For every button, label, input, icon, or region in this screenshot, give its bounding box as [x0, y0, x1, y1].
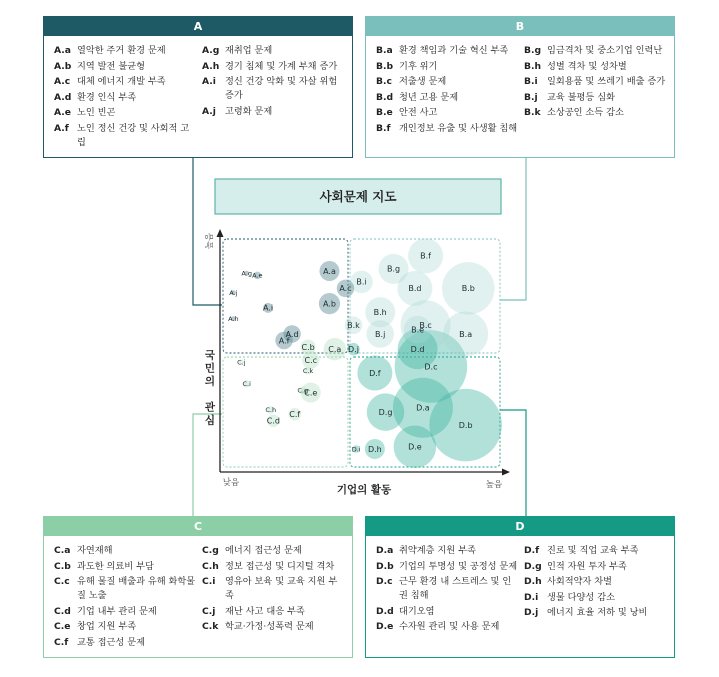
legend-item-text: 자연재해	[77, 545, 113, 556]
legend-item-text: 노인 정신 건강 및 사회적 고립	[77, 122, 190, 148]
bubble-label-c-d: C.d	[266, 416, 280, 426]
bubble-label-a-b: A.b	[322, 299, 336, 309]
x-axis-title: 기업의 활동	[336, 484, 392, 496]
legend-item-text: 기업의 투명성 및 공정성 문제	[399, 560, 518, 572]
bubble-label-c-g: C.g	[297, 386, 309, 395]
legend-item-code: C.c	[54, 576, 70, 587]
legend-item-text: 에너지 접근성 문제	[225, 545, 302, 556]
legend-item-code: A.e	[54, 107, 72, 118]
legend-item-code: C.a	[54, 545, 71, 556]
legend-item-code: C.f	[54, 636, 69, 648]
legend-item-code: B.h	[524, 60, 542, 72]
legend-item-code: A.j	[202, 105, 216, 117]
legend-item-code: C.d	[54, 605, 71, 617]
legend-item-text: 성별 격차 및 성차별	[547, 60, 627, 72]
bubble-layer	[228, 238, 502, 468]
bubble-label-c-k: C.k	[302, 367, 314, 376]
connector-b	[500, 158, 526, 300]
legend-item-code: C.g	[202, 545, 219, 556]
bubble-label-b-h: B.h	[373, 308, 387, 318]
legend-item-text: 소상공인 소득 감소	[547, 107, 624, 118]
legend-item-text: 교통 접근성 문제	[77, 636, 145, 648]
bubble-label-b-f: B.f	[420, 251, 432, 261]
bubble-label-b-j: B.j	[375, 329, 386, 339]
legend-item-text: 기업 내부 관리 문제	[77, 605, 157, 617]
legend-item-text: 청년 고용 문제	[399, 91, 459, 103]
bubble-label-b-k: B.k	[347, 321, 360, 331]
legend-item-code: B.j	[524, 91, 538, 103]
y-axis-title	[204, 350, 216, 427]
legend-item-code: A.i	[202, 76, 216, 87]
legend-box-a-header: A	[44, 17, 352, 36]
legend-item-code: B.c	[376, 76, 392, 87]
bubble-label-a-h: A.h	[228, 315, 239, 324]
y-axis-title-char: 관	[204, 401, 216, 414]
legend-item-text: 열악한 주거 환경 문제	[77, 45, 166, 56]
legend-item-code: A.f	[54, 122, 69, 134]
legend-item-code: C.b	[54, 560, 71, 572]
legend-item-text: 노인 빈곤	[77, 107, 116, 118]
legend-item-code: B.k	[524, 107, 541, 118]
legend-item-code: A.g	[202, 45, 220, 56]
legend-item-code: C.e	[54, 621, 71, 632]
legend-item-text: 대기오염	[399, 605, 435, 617]
bubble-label-d-h: D.h	[367, 444, 382, 454]
legend-item-code: A.a	[54, 45, 71, 56]
legend-item-code: B.b	[376, 60, 394, 72]
y-axis-arrow	[217, 229, 224, 237]
legend-item-text: 정신 건강 악화 및 자살 위험 증가	[225, 76, 338, 101]
legend-item-text: 지역 발전 불균형	[77, 60, 145, 72]
bubble-label-b-a: B.a	[459, 329, 473, 339]
legend-item-text: 교육 불평등 심화	[547, 91, 615, 103]
bubble-label-d-a: D.a	[416, 403, 430, 413]
bubble-label-c-c: C.c	[304, 355, 318, 365]
bubble-label-b-c: B.c	[419, 321, 432, 331]
bubble-label-d-j: D.j	[348, 344, 359, 354]
legend-item-text: 기후 위기	[399, 60, 438, 72]
bubble-label-d-g: D.g	[378, 407, 393, 417]
bubble-label-a-c: A.c	[339, 284, 352, 294]
legend-item-text: 고령화 문제	[225, 105, 273, 117]
bubble-label-c-j: C.j	[237, 358, 246, 367]
legend-item-text: 학교·가정·성폭력 문제	[225, 621, 314, 632]
bubble-label-c-f: C.f	[289, 410, 301, 420]
legend-item-text: 과도한 의료비 부담	[77, 560, 154, 572]
legend-item-code: A.h	[202, 60, 220, 72]
bubble-label-d-f: D.f	[369, 368, 381, 378]
bubble-label-d-i: D.i	[351, 445, 361, 454]
bubble-label-b-g: B.g	[386, 264, 401, 274]
connector-c	[193, 414, 222, 516]
bubble-label-a-e: A.e	[252, 271, 263, 280]
legend-item-text: 창업 지원 부족	[77, 621, 137, 632]
legend-item-code: B.i	[524, 76, 538, 87]
legend-item-code: D.f	[524, 545, 540, 556]
legend-item-text: 유해 물질 배출과 유해 화학물질 노출	[77, 576, 196, 601]
bubble-label-c-e: C.e	[304, 388, 318, 398]
bubble-label-d-c: D.c	[424, 362, 438, 372]
bubble-label-d-b: D.b	[458, 420, 473, 430]
legend-item-code: D.c	[376, 576, 393, 587]
legend-item-code: A.d	[54, 91, 72, 103]
legend-item-text: 재취업 문제	[225, 45, 273, 56]
legend-box-c-header: C	[44, 517, 352, 536]
legend-item-text: 에너지 효율 저하 및 낭비	[547, 607, 648, 618]
legend-box-b-header: B	[366, 17, 674, 36]
bubble-label-a-g: A.g	[241, 269, 252, 278]
bubble-label-c-i: C.i	[242, 380, 251, 389]
bubble-label-b-b: B.b	[461, 284, 475, 294]
chart-title: 사회문제 지도	[319, 189, 397, 204]
legend-item-text: 환경 인식 부족	[77, 91, 137, 103]
legend-item-code: D.g	[524, 560, 542, 572]
legend-item-code: B.f	[376, 122, 391, 134]
legend-item-code: D.b	[376, 560, 394, 572]
legend-item-text: 생물 다양성 감소	[547, 591, 615, 603]
legend-item-code: C.j	[202, 605, 216, 617]
y-axis-title-char	[208, 389, 212, 401]
bubble-label-b-d: B.d	[408, 284, 422, 294]
legend-item-text: 재난 사고 대응 부족	[225, 605, 305, 617]
y-high-label: 높음	[205, 232, 215, 250]
legend-item-code: B.d	[376, 91, 394, 103]
legend-box-d-header: D	[366, 517, 674, 536]
legend-item-code: C.h	[202, 560, 219, 572]
bubble-label-d-d: D.d	[410, 344, 425, 354]
x-low-label: 낮음	[222, 478, 240, 488]
bubble-label-d-e: D.e	[408, 442, 422, 452]
legend-item-text: 경기 침체 및 가계 부채 증가	[225, 60, 338, 72]
connector-d	[500, 410, 526, 516]
legend-item-text: 영유아 보육 및 교육 지원 부족	[225, 576, 338, 601]
x-high-label: 높음	[485, 480, 503, 490]
legend-item-code: B.g	[524, 45, 542, 56]
bubble-label-a-i: A.i	[262, 303, 274, 313]
bubble-label-c-h: C.h	[265, 406, 277, 415]
legend-item-code: D.j	[524, 607, 539, 618]
legend-item-text: 취약계층 지원 부족	[399, 545, 476, 556]
y-axis-title-char: 민	[204, 362, 216, 375]
bubble-label-b-i: B.i	[356, 277, 367, 287]
legend-item-code: D.e	[376, 621, 394, 632]
legend-item-code: D.a	[376, 545, 394, 556]
legend-item-text: 저출생 문제	[399, 76, 447, 87]
legend-item-code: D.h	[524, 576, 542, 587]
bubble-label-c-b: C.b	[301, 342, 315, 352]
bubble-label-a-f: A.f	[278, 336, 290, 346]
legend-item-code: B.e	[376, 107, 393, 118]
legend-item-code: B.a	[376, 45, 393, 56]
bubble-label-b-e: B.e	[411, 325, 425, 335]
legend-item-text: 인적 자원 투자 부족	[547, 560, 627, 572]
legend-item-code: D.i	[524, 591, 539, 603]
legend-item-text: 환경 책임과 기술 혁신 부족	[399, 45, 509, 56]
legend-item-text: 진로 및 직업 교육 부족	[547, 545, 639, 556]
legend-item-code: A.b	[54, 60, 72, 72]
y-axis-title-char: 국	[204, 349, 216, 362]
legend-item-code: C.k	[202, 621, 219, 632]
legend-item-code: A.c	[54, 76, 71, 87]
legend-item-code: D.d	[376, 605, 394, 617]
bubble-label-a-j: A.j	[229, 289, 238, 298]
legend-item-text: 안전 사고	[399, 107, 438, 118]
y-axis-title-char: 의	[204, 375, 216, 388]
legend-item-text: 임금격차 및 중소기업 인력난	[547, 45, 663, 56]
x-axis-arrow	[502, 469, 510, 476]
legend-item-text: 일회용품 및 쓰레기 배출 증가	[547, 76, 666, 87]
quadrant-c	[223, 357, 348, 467]
legend-item-text: 정보 접근성 및 디지털 격차	[225, 560, 335, 572]
bubble-label-a-d: A.d	[285, 329, 299, 339]
bubble-label-c-a: C.a	[328, 344, 342, 354]
bubble-label-a-a: A.a	[323, 266, 336, 276]
legend-item-text: 사회적약자 차별	[547, 576, 613, 587]
legend-item-text: 수자원 관리 및 사용 문제	[399, 621, 500, 632]
legend-item-text: 근무 환경 내 스트레스 및 인권 침해	[399, 576, 512, 601]
legend-item-code: C.i	[202, 576, 216, 587]
legend-item-text: 대체 에너지 개발 부족	[77, 76, 166, 87]
y-axis-title-char: 심	[204, 414, 216, 427]
legend-item-text: 개인정보 유출 및 사생활 침해	[399, 122, 518, 134]
